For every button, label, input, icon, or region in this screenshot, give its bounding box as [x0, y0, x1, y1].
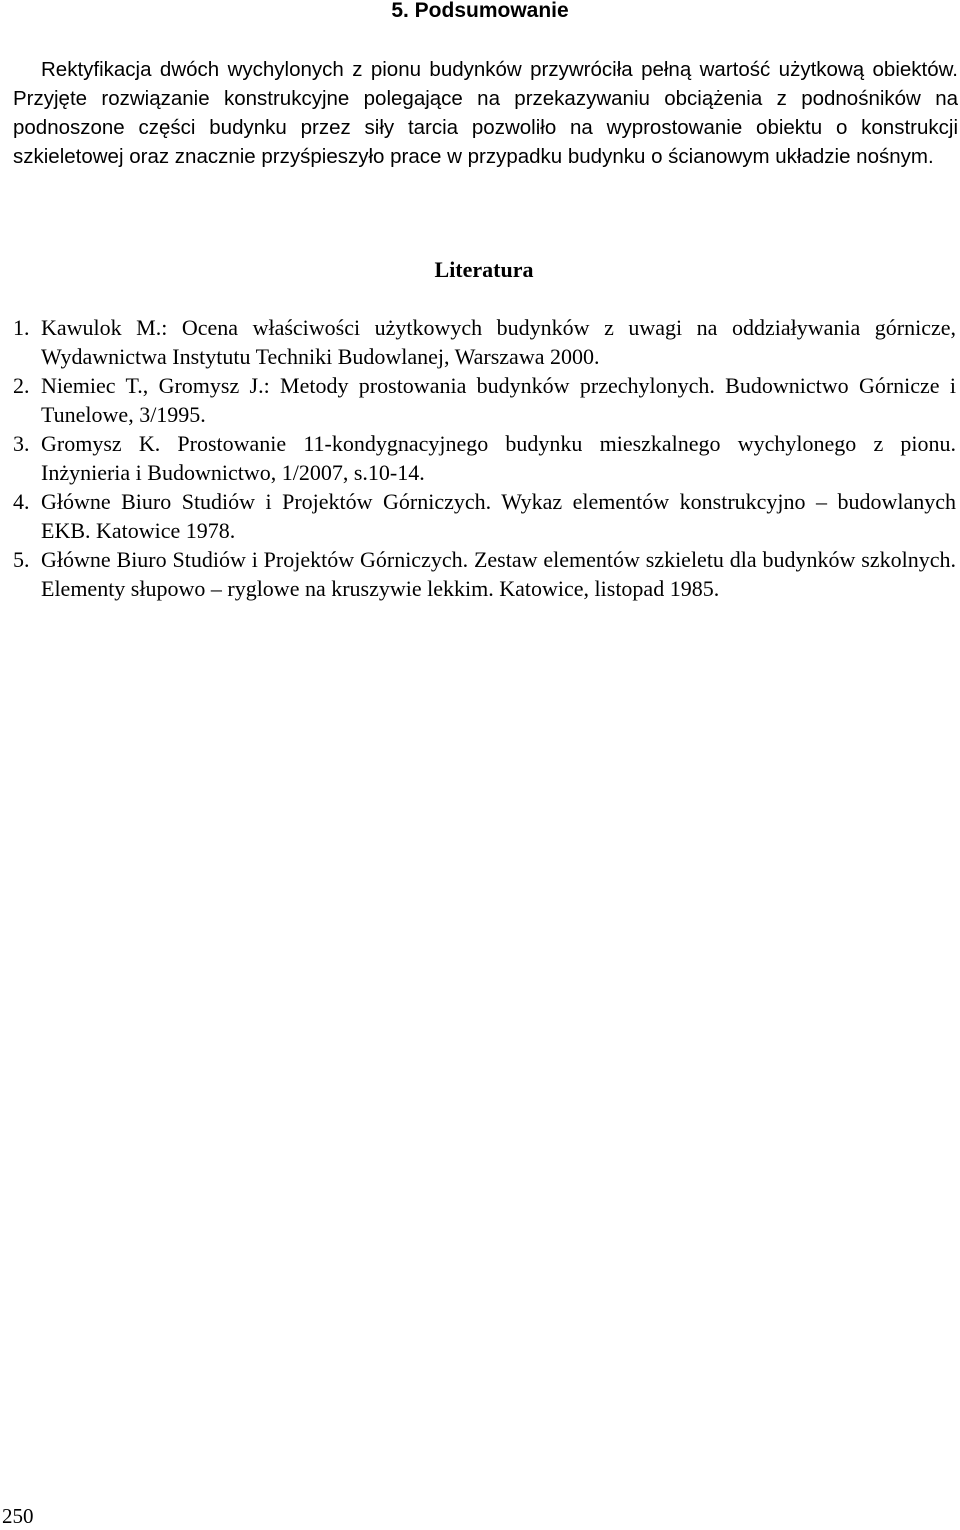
reference-number: 2.	[13, 373, 30, 398]
reference-number: 1.	[13, 315, 30, 340]
reference-number: 5.	[13, 547, 30, 572]
reference-list	[13, 313, 956, 603]
reference-item	[13, 545, 956, 603]
reference-item	[13, 313, 956, 371]
section-title: 5. Podsumowanie	[391, 0, 569, 22]
reference-text: Niemiec T., Gromysz J.: Metody prostowania budynków przechylonych. Budownictwo Górnicze i Tunelowe, 3/1995.	[41, 373, 956, 427]
reference-item	[13, 371, 956, 429]
summary-paragraph: Rektyfikacja dwóch wychylonych z pionu budynków przywróciła pełną wartość użytkową obiektów. Przyjęte rozwiązanie konstrukcyjne polegające na przekazywaniu obciążenia z podnośników na podnoszone części budynku przez siły tarcia pozwoliło na wyprostowanie obiektu o konstrukcji szkieletowej oraz znacznie przyśpieszyło prace w przypadku budynku o ścianowym układzie nośnym.	[13, 58, 958, 168]
reference-text: Kawulok M.: Ocena właściwości użytkowych budynków z uwagi na oddziaływania górnicze, Wydawnictwa Instytutu Techniki Budowlanej, Warszawa 2000.	[41, 315, 956, 369]
literature-title: Literatura	[434, 257, 534, 282]
reference-number: 4.	[13, 489, 30, 514]
reference-text: Główne Biuro Studiów i Projektów Górniczych. Wykaz elementów konstrukcyjno – budowlanych EKB. Katowice 1978.	[41, 489, 956, 543]
reference-text: Gromysz K. Prostowanie 11-kondygnacyjnego budynku mieszkalnego wychylonego z pionu. Inżynieria i Budownictwo, 1/2007, s.10-14.	[41, 431, 956, 485]
reference-number: 3.	[13, 431, 30, 456]
reference-text: Główne Biuro Studiów i Projektów Górniczych. Zestaw elementów szkieletu dla budynków szkolnych. Elementy słupowo – ryglowe na kruszywie lekkim. Katowice, listopad 1985.	[41, 547, 956, 601]
page-number: 250	[2, 1504, 34, 1528]
reference-item	[13, 429, 956, 487]
reference-item	[13, 487, 956, 545]
